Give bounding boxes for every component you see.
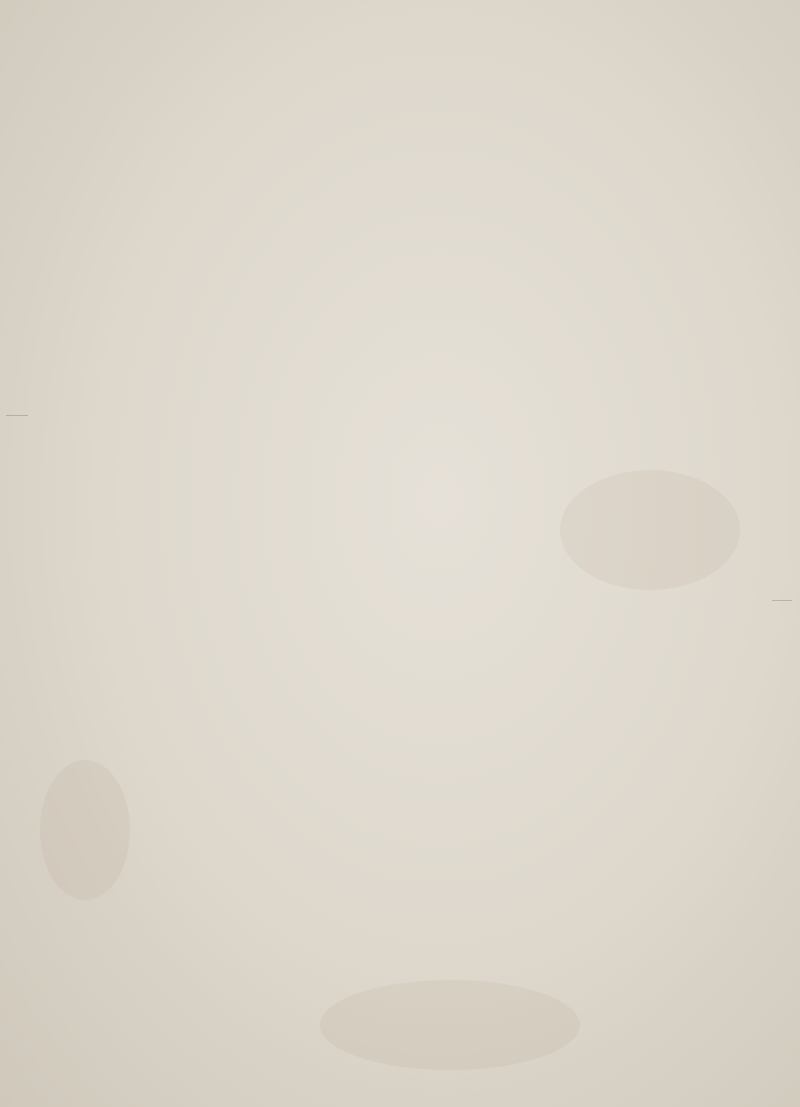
- article-body: [162, 368, 780, 369]
- page-header: [165, 52, 765, 88]
- margin-mark: [6, 415, 28, 416]
- margin-mark: [772, 600, 792, 601]
- paper-stain: [560, 470, 740, 590]
- paper-stain: [40, 760, 130, 900]
- paper-stain: [320, 980, 580, 1070]
